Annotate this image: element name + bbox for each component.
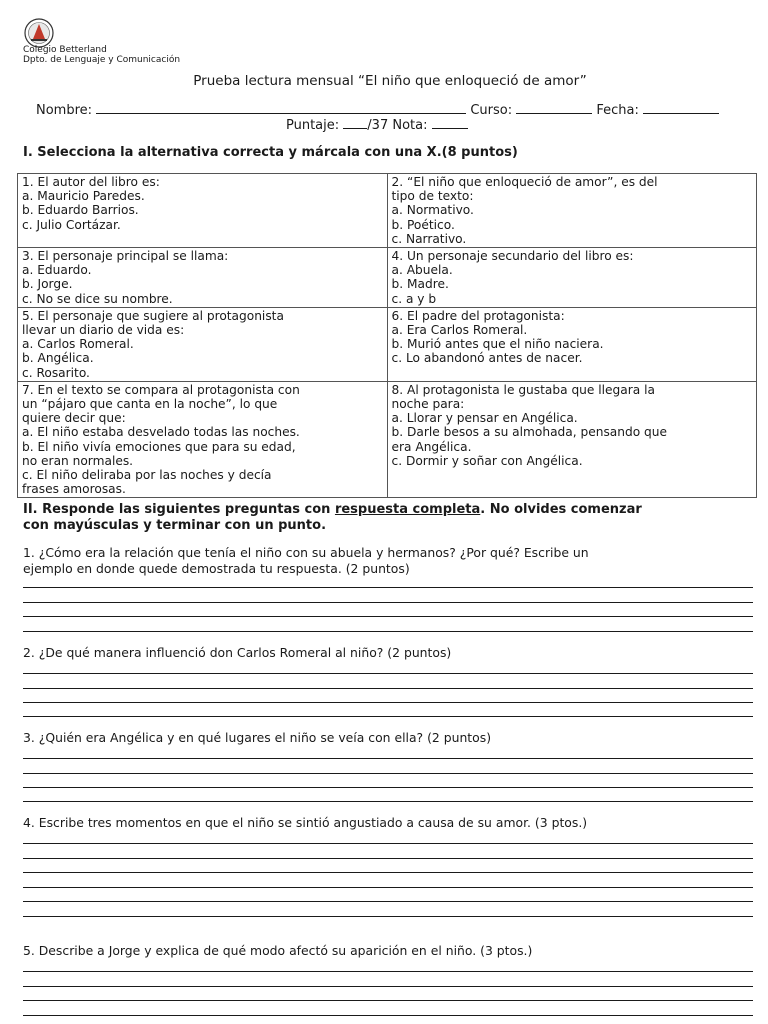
question-cell-1[interactable]: 1. El autor del libro es: a. Mauricio Paredes. b. Eduardo Barrios. c. Julio Cortázar. — [18, 174, 388, 248]
nombre-label: Nombre: — [36, 103, 93, 118]
question-cell-4[interactable]: 4. Un personaje secundario del libro es: a. Abuela. b. Madre. c. a y b — [387, 248, 757, 308]
puntaje-field[interactable] — [343, 116, 367, 129]
answer-line[interactable] — [23, 616, 753, 617]
answer-line[interactable] — [23, 773, 753, 774]
answer-line[interactable] — [23, 631, 753, 632]
open-question-5: 5. Describe a Jorge y explica de qué modo afectó su aparición en el niño. (3 ptos.) — [23, 943, 533, 958]
school-name: Colegio Betterland — [23, 45, 107, 55]
score-row — [286, 116, 468, 133]
answer-line[interactable] — [23, 587, 753, 588]
answer-line[interactable] — [23, 858, 753, 859]
open-question-3: 3. ¿Quién era Angélica y en qué lugares el niño se veía con ella? (2 puntos) — [23, 730, 492, 745]
question-cell-6[interactable]: 6. El padre del protagonista: a. Era Carlos Romeral. b. Murió antes que el niño naciera. c. Lo abandonó antes de nacer. — [387, 307, 757, 381]
answer-line[interactable] — [23, 758, 753, 759]
question-cell-8[interactable]: 8. Al protagonista le gustaba que llegara la noche para: a. Llorar y pensar en Angélica. b. Darle besos a su almohada, pensando que era Angélica. c. Dormir y soñar con Angélica. — [387, 381, 757, 498]
nombre-field[interactable] — [96, 101, 466, 114]
puntaje-label: Puntaje: — [286, 118, 340, 133]
question-cell-3[interactable]: 3. El personaje principal se llama: a. Eduardo. b. Jorge. c. No se dice su nombre. — [18, 248, 388, 308]
open-question-4: 4. Escribe tres momentos en que el niño se sintió angustiado a causa de su amor. (3 ptos.) — [23, 815, 588, 830]
table-row — [18, 248, 757, 308]
puntaje-total: /37 — [367, 118, 389, 133]
fecha-label: Fecha: — [596, 103, 639, 118]
answer-line[interactable] — [23, 1000, 753, 1001]
department-name: Dpto. de Lenguaje y Comunicación — [23, 55, 181, 65]
question-cell-2[interactable]: 2. “El niño que enloqueció de amor”, es del tipo de texto: a. Normativo. b. Poético. c. Narrativo. — [387, 174, 757, 248]
nota-label: Nota: — [392, 118, 428, 133]
curso-label: Curso: — [470, 103, 513, 118]
table-row — [18, 307, 757, 381]
answer-line[interactable] — [23, 716, 753, 717]
answer-line[interactable] — [23, 673, 753, 674]
answer-line[interactable] — [23, 887, 753, 888]
answer-line[interactable] — [23, 901, 753, 902]
answer-line[interactable] — [23, 787, 753, 788]
answer-line[interactable] — [23, 971, 753, 972]
underlined-emphasis: respuesta completa — [334, 502, 481, 517]
answer-line[interactable] — [23, 602, 753, 603]
answer-line[interactable] — [23, 986, 753, 987]
section-2-title: II. Responde las siguientes preguntas con respuesta completa. No olvides comenzar con mayúsculas y terminar con un punto. — [23, 502, 642, 533]
open-question-1: 1. ¿Cómo era la relación que tenía el niño con su abuela y hermanos? ¿Por qué? Escribe un ejemplo en donde quede demostrada tu respuesta. (2 puntos) — [23, 545, 589, 576]
answer-line[interactable] — [23, 843, 753, 844]
answer-line[interactable] — [23, 916, 753, 917]
table-row — [18, 174, 757, 248]
question-cell-7[interactable]: 7. En el texto se compara al protagonista con un “pájaro que canta en la noche”, lo que quiere decir que: a. El niño estaba desvelado todas las noches. b. El niño vivía emociones que para su edad, no eran normales. c. El niño deliraba por las noches y decía frases amorosas. — [18, 381, 388, 498]
answer-line[interactable] — [23, 801, 753, 802]
fecha-field[interactable] — [643, 101, 719, 114]
answer-line[interactable] — [23, 1015, 753, 1016]
multiple-choice-table — [17, 173, 757, 498]
table-row — [18, 381, 757, 498]
school-info — [23, 45, 180, 65]
nota-field[interactable] — [432, 116, 468, 129]
curso-field[interactable] — [516, 101, 592, 114]
exam-title: Prueba lectura mensual “El niño que enloqueció de amor” — [193, 73, 587, 89]
question-cell-5[interactable]: 5. El personaje que sugiere al protagonista llevar un diario de vida es: a. Carlos Romeral. b. Angélica. c. Rosarito. — [18, 307, 388, 381]
answer-line[interactable] — [23, 872, 753, 873]
answer-line[interactable] — [23, 702, 753, 703]
section-1-title: I. Selecciona la alternativa correcta y márcala con una X.(8 puntos) — [23, 145, 518, 160]
open-question-2: 2. ¿De qué manera influenció don Carlos Romeral al niño? (2 puntos) — [23, 645, 452, 660]
school-logo-icon — [23, 18, 55, 48]
answer-line[interactable] — [23, 688, 753, 689]
